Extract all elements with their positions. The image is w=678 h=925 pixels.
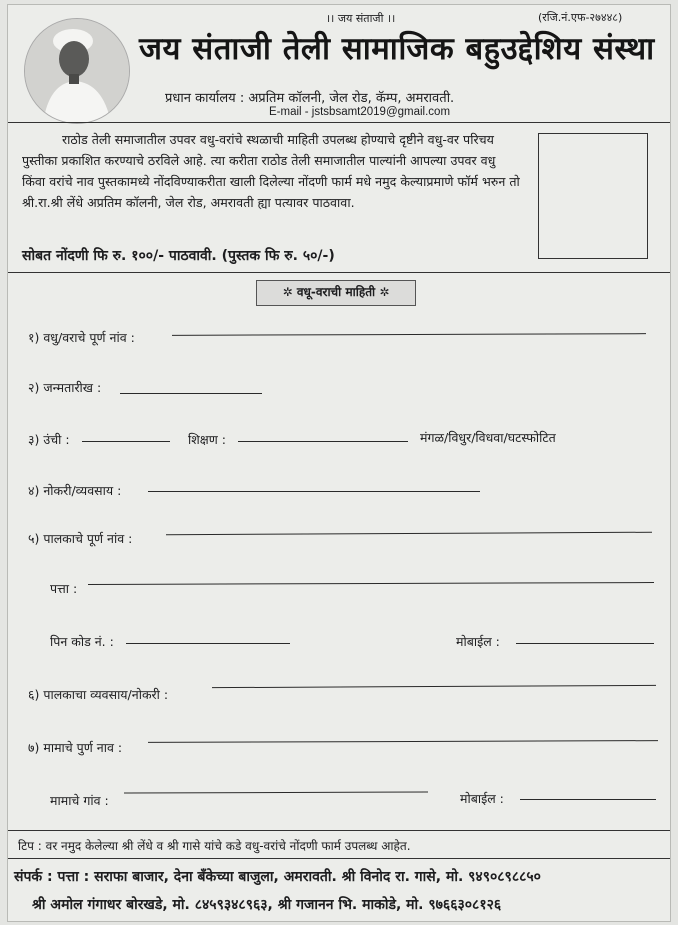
- input-pincode[interactable]: [126, 643, 290, 644]
- input-address[interactable]: [88, 582, 654, 585]
- label-birth-date: २) जन्मतारीख :: [28, 380, 102, 395]
- input-occupation[interactable]: [148, 491, 480, 492]
- marital-status-options[interactable]: मंगळ/विधुर/विधवा/घटस्फोटित: [420, 430, 556, 445]
- input-education[interactable]: [238, 441, 408, 442]
- input-birth-date[interactable]: [120, 393, 262, 394]
- label-maternal-uncle-village: मामाचे गांव :: [50, 793, 109, 808]
- input-maternal-uncle-village[interactable]: [124, 791, 428, 793]
- header-blessing: ।। जय संताजी ।।: [326, 12, 396, 25]
- contact-line-1: संपर्क : पत्ता : सराफा बाजार, देना बँकेच्या बाजुला, अमरावती. श्री विनोद रा. गासे, मो. ९४९०८९८८५०: [14, 869, 541, 885]
- input-mobile[interactable]: [516, 643, 654, 644]
- label-mobile: मोबाईल :: [456, 634, 500, 649]
- note: टिप : वर नमुद केलेल्या श्री लेंधे व श्री गासे यांचे कडे वधु-वरांचे नोंदणी फार्म उपलब्ध आहेत.: [18, 839, 411, 853]
- input-maternal-uncle-name[interactable]: [148, 740, 658, 743]
- input-full-name[interactable]: [172, 333, 646, 336]
- organization-title: जय संताजी तेली सामाजिक बहुउद्देशिय संस्था: [139, 31, 655, 67]
- section-heading: ✲ वधू-वराची माहिती ✲: [256, 280, 416, 306]
- registration-number: (रजि.नं.एफ-२७४४८): [538, 11, 623, 24]
- label-education: शिक्षण :: [188, 432, 226, 447]
- label-address: पत्ता :: [50, 581, 78, 596]
- label-occupation: ४) नोकरी/व्यवसाय :: [28, 483, 122, 498]
- input-parent-name[interactable]: [166, 532, 652, 536]
- intro-paragraph: राठोड तेली समाजातील उपवर वधु-वरांचे स्थळाची माहिती उपलब्ध होण्याचे दृष्टीने वधु-वर परिचय पुस्तीका प्रकाशित करण्याचे ठरविले आहे. त्या करीता राठोड तेली समाजातील पाल्यांनी आपल्या उपवर वधु किंवा वरांचे नाव पुस्तकामध्ये नोंदविण्याकरीता खाली दिलेल्या नोंदणी फार्म मधे नमुद केल्याप्रमाणे फॉर्म भरुन तो श्री.रा.श्री लेंधे अप्रतिम कॉलनी, जेल रोड, अमरावती ह्या पत्यावर पाठवावा.: [22, 132, 520, 210]
- label-parent-occupation: ६) पालकाचा व्यवसाय/नोकरी :: [28, 687, 169, 702]
- email: E-mail - jstsbsamt2019@gmail.com: [269, 106, 451, 118]
- header-divider: [8, 122, 670, 123]
- office-address: प्रधान कार्यालय : अप्रतिम कॉलनी, जेल रोड, कॅम्प, अमरावती.: [165, 91, 455, 106]
- footer-divider: [8, 858, 670, 859]
- label-maternal-uncle-name: ७) मामाचे पुर्ण नाव :: [28, 740, 123, 755]
- label-parent-name: ५) पालकाचे पूर्ण नांव :: [28, 531, 133, 546]
- note-divider: [8, 830, 670, 831]
- registration-fee: सोबत नोंदणी फि रु. १००/- पाठवावी. (पुस्तक फि रु. ५०/-): [22, 248, 335, 264]
- input-parent-occupation[interactable]: [212, 685, 656, 688]
- label-mobile-2: मोबाईल :: [460, 791, 504, 806]
- label-pincode: पिन कोड नं. :: [50, 634, 114, 649]
- input-height[interactable]: [82, 441, 170, 442]
- input-mobile-2[interactable]: [520, 799, 656, 800]
- label-full-name: १) वधु/वराचे पूर्ण नांव :: [28, 330, 135, 345]
- photo-box[interactable]: [538, 133, 648, 259]
- registration-form-sheet: [7, 4, 671, 922]
- founder-portrait: [24, 18, 130, 124]
- label-height: ३) उंची :: [28, 432, 70, 447]
- contact-line-2: श्री अमोल गंगाधर बोरखडे, मो. ८४५९३४८९६३, श्री गजानन भि. माकोडे, मो. ९७६६३०८१२६: [32, 897, 502, 913]
- intro-divider: [8, 272, 670, 273]
